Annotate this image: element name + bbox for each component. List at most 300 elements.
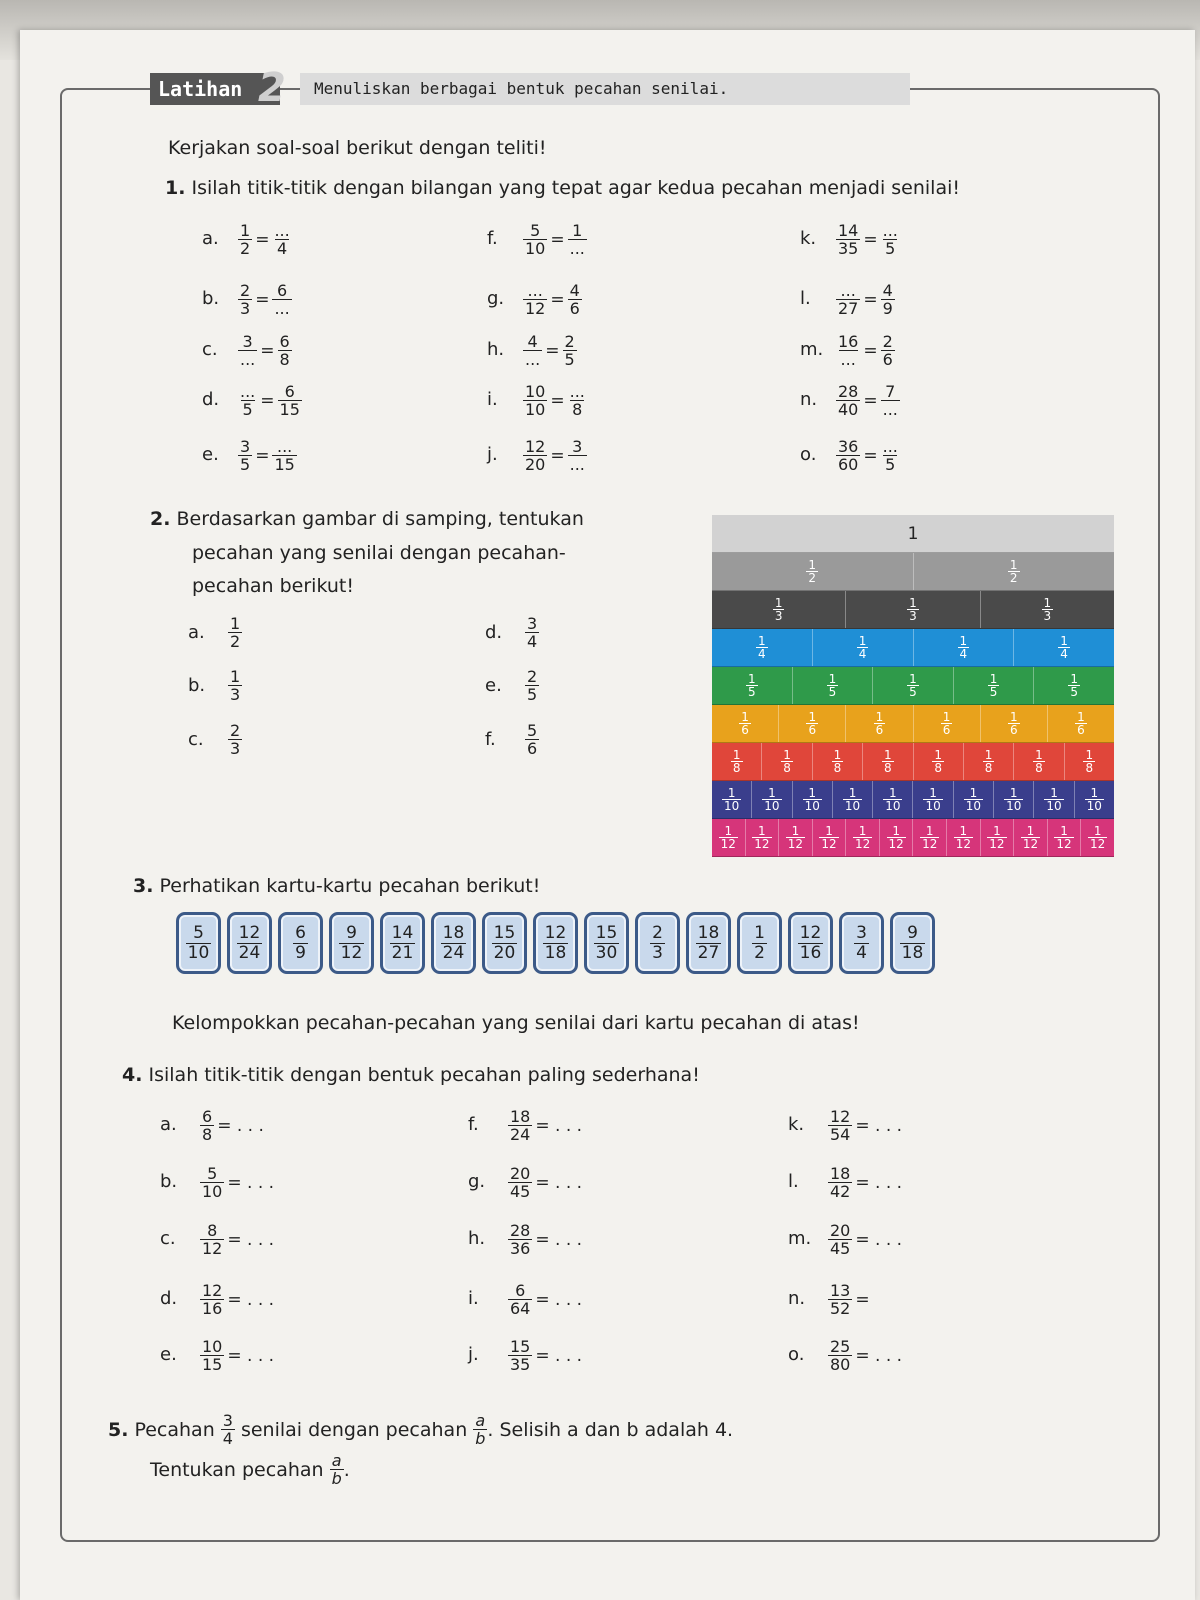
- numerator: 12: [799, 922, 822, 943]
- fraction-wall-cell: [954, 781, 994, 818]
- equivalence-item: [523, 438, 587, 473]
- denominator: 12: [340, 942, 363, 963]
- item-label: l.: [788, 1171, 799, 1192]
- intro-text: Kerjakan soal-soal berikut dengan teliti!: [168, 137, 547, 159]
- equals-sign: =: [550, 445, 565, 466]
- denominator: 12: [787, 837, 804, 851]
- numerator: 1: [732, 748, 741, 762]
- equivalence-item: [523, 383, 587, 418]
- denominator: 27: [838, 299, 859, 318]
- fraction: [854, 924, 869, 963]
- fraction-card: [380, 912, 425, 974]
- denominator: 8: [783, 761, 791, 775]
- numerator: 2: [230, 721, 241, 740]
- fraction-wall-cell: [762, 743, 812, 780]
- denominator: 35: [510, 1355, 531, 1374]
- question-text-line: Berdasarkan gambar di samping, tentukan: [176, 508, 584, 530]
- numerator: 1: [984, 748, 993, 762]
- numerator: 1: [909, 596, 917, 610]
- unit-fraction: [983, 749, 995, 774]
- item-label: d.: [160, 1288, 178, 1309]
- fraction-item: [525, 668, 539, 703]
- question-number: 4.: [122, 1064, 143, 1086]
- numerator: ...: [527, 281, 543, 300]
- denominator: 4: [276, 239, 288, 258]
- simplify-item: [508, 1222, 582, 1257]
- equals-sign: =: [863, 289, 878, 310]
- denominator: 12: [1090, 837, 1106, 851]
- unit-fraction: [762, 787, 781, 812]
- fraction-wall-cell: [913, 819, 947, 856]
- fraction-wall-row: [712, 553, 1114, 591]
- latihan-number: 2: [258, 65, 286, 111]
- numerator: 12: [830, 1107, 851, 1126]
- denominator: 8: [883, 761, 892, 775]
- denominator: 10: [764, 799, 780, 813]
- denominator: 10: [844, 799, 861, 813]
- equals-sign: =: [260, 390, 275, 411]
- numerator: 1: [741, 710, 749, 724]
- fraction-wall-cell: [712, 591, 846, 628]
- fraction-wall-row: [712, 629, 1114, 667]
- fraction-wall-cell: [712, 667, 793, 704]
- denominator: 24: [442, 942, 465, 963]
- equivalence-item: [836, 282, 895, 317]
- numerator: 1: [909, 672, 917, 686]
- question-4: [122, 1064, 700, 1086]
- numerator: 1: [828, 672, 837, 686]
- denominator: ...: [240, 350, 256, 369]
- fraction: [238, 222, 252, 257]
- fraction-card: [584, 912, 629, 974]
- equals-sign: =: [550, 289, 565, 310]
- fraction: [238, 438, 252, 473]
- denominator: ...: [840, 350, 856, 369]
- numerator: 1: [993, 824, 1001, 838]
- fraction: [828, 1165, 852, 1200]
- unit-fraction: [987, 825, 1006, 850]
- denominator: 12: [989, 837, 1005, 851]
- numerator: 36: [838, 437, 859, 456]
- fraction-wall-cell: [981, 819, 1015, 856]
- denominator: 10: [804, 799, 820, 813]
- denominator: 20: [525, 455, 546, 474]
- numerator: 1: [969, 786, 978, 800]
- exercise-subtitle: Menuliskan berbagai bentuk pecahan senilai.: [300, 73, 910, 105]
- fraction-wall-cell: [846, 705, 913, 742]
- equivalence-item: [238, 438, 297, 473]
- fraction-wall-cell: [1014, 629, 1114, 666]
- denominator: 27: [697, 942, 720, 963]
- fraction: [836, 222, 860, 257]
- numerator: 6: [515, 1281, 526, 1300]
- unit-fraction: [923, 787, 942, 812]
- item-label: b.: [188, 675, 206, 696]
- numerator: 15: [595, 922, 618, 943]
- numerator: ...: [240, 382, 256, 401]
- denominator: 18: [901, 942, 924, 963]
- simplify-item: [508, 1338, 582, 1373]
- fraction: [508, 1108, 532, 1143]
- simplify-item: [508, 1282, 582, 1317]
- denominator: 4: [858, 647, 867, 661]
- simplify-item: [508, 1108, 582, 1143]
- denominator: 9: [295, 942, 306, 963]
- denominator: 8: [833, 761, 842, 775]
- denominator: 4: [1060, 647, 1068, 661]
- denominator: 45: [510, 1182, 531, 1201]
- denominator: 12: [202, 1239, 223, 1258]
- denominator: 16: [202, 1299, 223, 1318]
- item-label: h.: [468, 1228, 486, 1249]
- fraction-wall-cell: [712, 819, 746, 856]
- fraction-wall-cell: [712, 515, 1114, 552]
- numerator: 18: [510, 1107, 531, 1126]
- unit-fraction: [1083, 749, 1095, 774]
- simplify-item: [200, 1282, 274, 1317]
- fraction: [508, 1282, 532, 1317]
- numerator: 5: [527, 721, 538, 740]
- question-number: 3.: [133, 875, 154, 897]
- fraction: [828, 1222, 852, 1257]
- denominator: 12: [1056, 837, 1072, 851]
- fraction-wall-cell: [981, 705, 1048, 742]
- fraction-wall-cell: [793, 667, 874, 704]
- numerator: 3: [222, 1411, 233, 1430]
- item-label: a.: [160, 1114, 177, 1135]
- unit-fraction: [806, 711, 818, 736]
- fraction-wall-cell: [712, 781, 752, 818]
- denominator: 10: [1006, 799, 1022, 813]
- fraction: [798, 924, 824, 963]
- answer-blank: = . . .: [535, 1229, 583, 1250]
- answer-blank: = . . .: [217, 1115, 264, 1136]
- numerator: 1: [959, 634, 968, 648]
- denominator: 5: [240, 455, 251, 474]
- numerator: 1: [858, 824, 867, 838]
- denominator: 40: [838, 400, 859, 419]
- denominator: 12: [821, 837, 837, 851]
- denominator: 8: [984, 761, 993, 775]
- numerator: 9: [346, 922, 357, 943]
- fraction-wall-cell: [914, 705, 981, 742]
- denominator: 15: [202, 1355, 223, 1374]
- fraction-wall-cell: [964, 743, 1014, 780]
- numerator: 15: [510, 1337, 531, 1356]
- denominator: 8: [202, 1125, 213, 1144]
- simplify-item: [828, 1338, 902, 1373]
- item-label: o.: [800, 444, 817, 465]
- fraction-wall-cell: [833, 781, 873, 818]
- unit-fraction: [1088, 825, 1107, 850]
- numerator: 8: [207, 1221, 218, 1240]
- numerator: 12: [525, 437, 546, 456]
- denominator: 8: [572, 400, 583, 419]
- fraction: [525, 668, 539, 703]
- item-label: n.: [788, 1288, 806, 1309]
- fraction-card: [176, 912, 221, 974]
- fraction-cards: [176, 912, 935, 974]
- denominator: 64: [510, 1299, 531, 1318]
- equals-sign: =: [545, 340, 560, 361]
- numerator: 18: [442, 922, 465, 943]
- question-5-text: .: [343, 1458, 350, 1481]
- answer-blank: = . . .: [535, 1172, 583, 1193]
- item-label: l.: [800, 288, 811, 309]
- item-label: i.: [487, 389, 498, 410]
- denominator: 12: [854, 837, 871, 851]
- fraction: [900, 924, 926, 963]
- unit-fraction: [882, 749, 894, 774]
- numerator: 25: [830, 1337, 851, 1356]
- denominator: 3: [1043, 609, 1052, 623]
- simplify-item: [828, 1282, 870, 1317]
- fraction: [492, 924, 518, 963]
- fraction: [473, 1412, 487, 1447]
- item-label: b.: [202, 288, 220, 309]
- numerator: 1: [989, 672, 998, 686]
- item-label: a.: [188, 622, 205, 643]
- item-label: g.: [487, 288, 505, 309]
- fraction: [568, 438, 587, 473]
- fraction-wall-row: [712, 781, 1114, 819]
- fraction: [272, 438, 296, 473]
- fraction: [390, 924, 416, 963]
- denominator: 6: [942, 723, 951, 737]
- fraction: [525, 615, 539, 650]
- unit-fraction: [907, 673, 919, 698]
- denominator: ...: [882, 400, 898, 419]
- unit-fraction: [1004, 787, 1023, 812]
- unit-fraction: [773, 597, 785, 622]
- denominator: 5: [828, 685, 837, 699]
- denominator: 6: [1077, 723, 1085, 737]
- simplify-item: [200, 1338, 274, 1373]
- fraction: [523, 383, 547, 418]
- numerator: 6: [295, 922, 306, 943]
- unit-fraction: [964, 787, 983, 812]
- simplify-item: [508, 1165, 582, 1200]
- question-5-line-2: [150, 1452, 350, 1487]
- answer-blank: = . . .: [227, 1172, 275, 1193]
- equals-sign: =: [550, 229, 565, 250]
- denominator: 10: [925, 799, 941, 813]
- answer-blank: = . . .: [855, 1229, 903, 1250]
- fraction: [568, 282, 582, 317]
- fraction: [696, 924, 722, 963]
- numerator: 4: [569, 281, 580, 300]
- fraction-card: [737, 912, 782, 974]
- numerator: 5: [193, 922, 204, 943]
- answer-blank: = . . .: [535, 1115, 583, 1136]
- numerator: 1: [848, 786, 857, 800]
- denominator: 6: [527, 739, 538, 758]
- fraction-wall-row: [712, 743, 1114, 781]
- denominator: 54: [830, 1125, 851, 1144]
- denominator: 2: [230, 632, 241, 651]
- fraction-wall-cell: [914, 743, 964, 780]
- fraction: [836, 438, 860, 473]
- numerator: 12: [544, 922, 567, 943]
- denominator: 30: [595, 942, 618, 963]
- numerator: 1: [724, 824, 733, 838]
- unit-fraction: [832, 749, 844, 774]
- question-3: [133, 875, 540, 897]
- unit-fraction: [920, 825, 939, 850]
- fraction: [523, 282, 547, 317]
- fraction: [836, 333, 860, 368]
- fraction: [508, 1165, 532, 1200]
- fraction: [272, 282, 291, 317]
- fraction: [881, 222, 900, 257]
- numerator: 1: [1090, 786, 1099, 800]
- fraction-wall-cell: [913, 781, 953, 818]
- question-5-text: Pecahan: [134, 1418, 215, 1441]
- denominator: 12: [888, 837, 904, 851]
- fraction-item: [228, 722, 242, 757]
- numerator: ...: [274, 221, 290, 240]
- fraction: [272, 222, 291, 257]
- equals-sign: =: [255, 289, 270, 310]
- fraction: [238, 282, 252, 317]
- denominator: 10: [724, 799, 740, 813]
- fraction: [650, 924, 665, 963]
- fraction-wall-cell: [712, 553, 914, 590]
- numerator: 18: [830, 1164, 851, 1183]
- fraction-card: [788, 912, 833, 974]
- denominator: 10: [525, 400, 546, 419]
- numerator: 1: [808, 558, 817, 572]
- fraction-wall-cell: [947, 819, 981, 856]
- fraction-card: [686, 912, 731, 974]
- fraction-wall-row: [712, 515, 1114, 553]
- denominator: 4: [222, 1429, 233, 1448]
- unit-fraction: [941, 711, 953, 736]
- denominator: 5: [885, 455, 896, 474]
- answer-blank: =: [855, 1289, 870, 1310]
- simplify-item: [200, 1108, 264, 1143]
- fraction-wall-cell: [813, 629, 914, 666]
- numerator: 1: [1085, 748, 1094, 762]
- numerator: ...: [840, 281, 856, 300]
- fraction-card: [431, 912, 476, 974]
- item-label: n.: [800, 389, 818, 410]
- numerator: 15: [493, 922, 516, 943]
- numerator: 5: [530, 221, 541, 240]
- numerator: 10: [525, 382, 546, 401]
- denominator: 4: [758, 647, 766, 661]
- numerator: 1: [808, 786, 817, 800]
- denominator: 20: [493, 942, 516, 963]
- unit-fraction: [1033, 749, 1045, 774]
- question-5-text: . Selisih a dan b adalah 4.: [487, 1418, 734, 1441]
- numerator: 6: [202, 1107, 213, 1126]
- denominator: 10: [1086, 799, 1102, 813]
- denominator: 8: [934, 761, 942, 775]
- numerator: 18: [697, 922, 720, 943]
- fraction-wall-cell: [779, 705, 846, 742]
- fraction-wall-cell: [712, 629, 813, 666]
- denominator: 4: [856, 942, 867, 963]
- fraction-wall-cell: [914, 629, 1015, 666]
- numerator: 28: [838, 382, 859, 401]
- fraction: [543, 924, 569, 963]
- unit-fraction: [1054, 825, 1073, 850]
- question-1: [165, 177, 960, 199]
- numerator: 1: [572, 221, 583, 240]
- fraction: [441, 924, 467, 963]
- numerator: 1: [783, 748, 791, 762]
- numerator: 1: [934, 748, 942, 762]
- fraction-card: [635, 912, 680, 974]
- fraction: [238, 383, 257, 418]
- denominator: 3: [652, 942, 663, 963]
- fraction: [525, 722, 539, 757]
- fraction-wall-cell: [1048, 705, 1114, 742]
- fraction: [836, 383, 860, 418]
- numerator: 4: [527, 332, 538, 351]
- item-label: d.: [485, 622, 503, 643]
- fraction: [339, 924, 365, 963]
- fraction-item: [228, 668, 242, 703]
- numerator: 28: [510, 1221, 531, 1240]
- numerator: 1: [230, 614, 241, 633]
- item-label: e.: [160, 1344, 177, 1365]
- item-label: c.: [202, 339, 218, 360]
- denominator: 4: [527, 632, 538, 651]
- denominator: 12: [720, 837, 736, 851]
- unit-fraction: [843, 787, 862, 812]
- answer-blank: = . . .: [535, 1289, 583, 1310]
- fraction-wall-cell: [873, 781, 913, 818]
- denominator: b: [331, 1469, 342, 1488]
- fraction-wall-cell: [1014, 743, 1064, 780]
- item-label: f.: [487, 228, 498, 249]
- question-text: Isilah titik-titik dengan bentuk pecahan paling sederhana!: [148, 1064, 700, 1086]
- unit-fraction: [719, 825, 738, 850]
- denominator: 3: [774, 609, 783, 623]
- question-text: Perhatikan kartu-kartu pecahan berikut!: [159, 875, 541, 897]
- numerator: ...: [882, 221, 898, 240]
- item-label: j.: [468, 1344, 479, 1365]
- numerator: 1: [959, 824, 968, 838]
- unit-fraction: [883, 787, 902, 812]
- equivalence-item: [238, 222, 292, 257]
- fraction: [200, 1282, 224, 1317]
- denominator: 5: [989, 685, 998, 699]
- denominator: 8: [279, 350, 290, 369]
- fraction: [523, 438, 547, 473]
- denominator: ...: [525, 350, 541, 369]
- answer-blank: = . . .: [535, 1345, 583, 1366]
- question-number: 5.: [108, 1418, 129, 1441]
- item-label: k.: [800, 228, 817, 249]
- unit-fraction: [1044, 787, 1063, 812]
- fraction: [881, 282, 895, 317]
- denominator: 6: [1009, 723, 1018, 737]
- question-5-text: senilai dengan pecahan: [240, 1418, 468, 1441]
- denominator: 12: [525, 299, 546, 318]
- numerator: 2: [564, 332, 575, 351]
- numerator: 1: [1026, 824, 1035, 838]
- item-label: b.: [160, 1171, 178, 1192]
- denominator: 12: [1022, 837, 1039, 851]
- unit-fraction: [1058, 635, 1070, 660]
- numerator: 3: [240, 437, 251, 456]
- simplify-item: [200, 1222, 274, 1257]
- equivalence-item: [238, 383, 302, 418]
- denominator: 15: [279, 400, 300, 419]
